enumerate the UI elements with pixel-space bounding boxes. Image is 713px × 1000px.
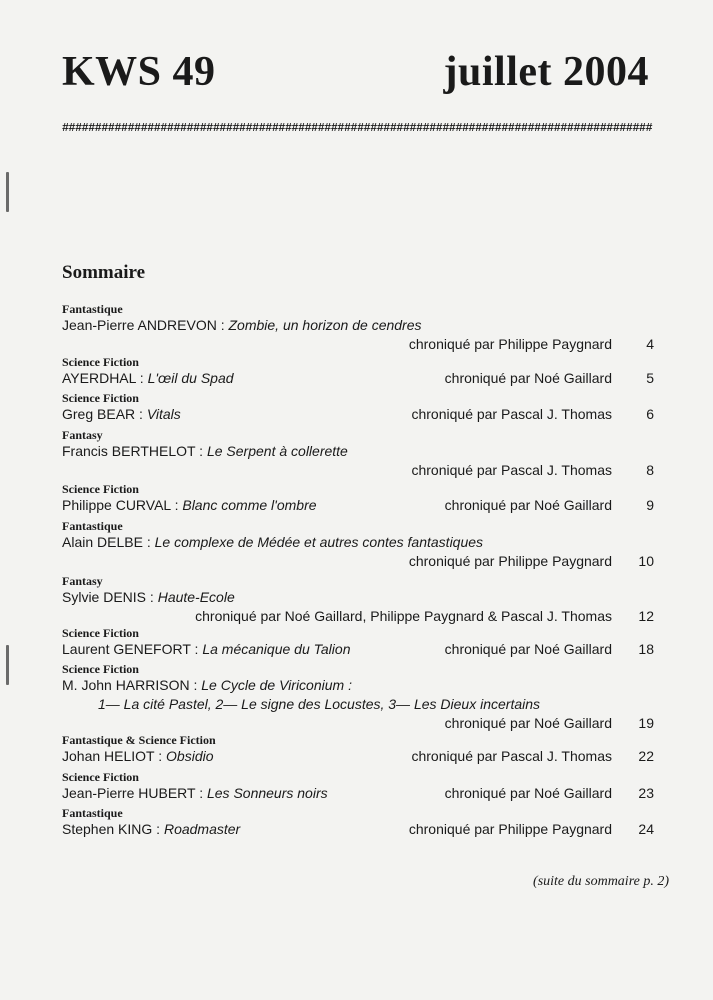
- author-name: M. John HARRISON :: [62, 677, 198, 693]
- book-title: Obsidio: [166, 748, 214, 764]
- continuation-note: (suite du sommaire p. 2): [533, 874, 669, 889]
- genre-label: Science Fiction: [62, 626, 139, 640]
- book-title: L'œil du Spad: [147, 370, 234, 386]
- genre-label: Fantasy: [62, 574, 103, 588]
- author-name: Jean-Pierre HUBERT :: [62, 785, 204, 801]
- page-number: 9: [646, 497, 654, 513]
- chronicler: chroniqué par Pascal J. Thomas: [411, 462, 612, 478]
- page-number: 8: [646, 462, 654, 478]
- toc-entry: [62, 574, 654, 626]
- toc-entry: [62, 662, 654, 733]
- chronicler: chroniqué par Noé Gaillard, Philippe Paygnard & Pascal J. Thomas: [195, 608, 612, 624]
- page-number: 22: [638, 748, 654, 764]
- hash-rule: ##########################################################################################: [62, 122, 653, 135]
- chronicler: chroniqué par Pascal J. Thomas: [411, 748, 612, 764]
- page-number: 4: [646, 336, 654, 352]
- book-title: Le complexe de Médée et autres contes fantastiques: [154, 534, 484, 550]
- chronicler: chroniqué par Noé Gaillard: [444, 785, 612, 801]
- page-number: 23: [638, 785, 654, 801]
- book-title: Zombie, un horizon de cendres: [228, 317, 422, 333]
- toc-entry: [62, 302, 654, 354]
- author-name: AYERDHAL :: [62, 370, 144, 386]
- page-number: 19: [638, 715, 654, 731]
- chronicler: chroniqué par Noé Gaillard: [444, 497, 612, 513]
- genre-label: Science Fiction: [62, 770, 139, 784]
- author-name: Sylvie DENIS :: [62, 589, 154, 605]
- chronicler: chroniqué par Noé Gaillard: [444, 370, 612, 386]
- page-edge-mark: [6, 645, 9, 685]
- page-number: 5: [646, 370, 654, 386]
- page-number: 18: [638, 641, 654, 657]
- toc-entry: [62, 626, 654, 659]
- author-name: Johan HELIOT :: [62, 748, 163, 764]
- genre-label: Science Fiction: [62, 355, 139, 369]
- book-title: Vitals: [146, 406, 181, 422]
- genre-label: Science Fiction: [62, 391, 139, 405]
- toc-entry: [62, 482, 654, 515]
- chronicler: chroniqué par Noé Gaillard: [444, 715, 612, 731]
- author-name: Jean-Pierre ANDREVON :: [62, 317, 225, 333]
- toc-heading: Sommaire: [62, 262, 146, 283]
- toc-entry: [62, 770, 654, 803]
- book-title: Le Cycle de Viriconium :: [201, 677, 352, 693]
- chronicler: chroniqué par Philippe Paygnard: [408, 553, 612, 569]
- genre-label: Fantastique: [62, 806, 123, 820]
- page-number: 10: [638, 553, 654, 569]
- author-name: Stephen KING :: [62, 821, 161, 837]
- genre-label: Fantastique & Science Fiction: [62, 733, 216, 747]
- author-name: Philippe CURVAL :: [62, 497, 179, 513]
- issue-date: juillet 2004: [443, 49, 649, 95]
- toc-entry: [62, 519, 654, 571]
- toc-entry: [62, 391, 654, 424]
- chronicler: chroniqué par Philippe Paygnard: [408, 821, 612, 837]
- toc-entry: [62, 733, 654, 766]
- page-number: 12: [638, 608, 654, 624]
- chronicler: chroniqué par Noé Gaillard: [444, 641, 612, 657]
- toc-entry: [62, 355, 654, 388]
- book-title: Blanc comme l'ombre: [182, 497, 317, 513]
- author-name: Greg BEAR :: [62, 406, 143, 422]
- genre-label: Fantasy: [62, 428, 103, 442]
- author-name: Laurent GENEFORT :: [62, 641, 199, 657]
- toc-entry: [62, 428, 654, 480]
- page-edge-mark: [6, 172, 9, 212]
- genre-label: Fantastique: [62, 519, 123, 533]
- genre-label: Fantastique: [62, 302, 123, 316]
- book-subtitle: 1— La cité Pastel, 2— Le signe des Locustes, 3— Les Dieux incertains: [98, 696, 541, 712]
- toc-entry: [62, 806, 654, 839]
- book-title: La mécanique du Talion: [202, 641, 351, 657]
- book-title: Roadmaster: [163, 821, 241, 837]
- genre-label: Science Fiction: [62, 662, 139, 676]
- book-title: Les Sonneurs noirs: [206, 785, 328, 801]
- author-name: Francis BERTHELOT :: [62, 443, 204, 459]
- author-name: Alain DELBE :: [62, 534, 151, 550]
- page-number: 6: [646, 406, 654, 422]
- chronicler: chroniqué par Philippe Paygnard: [408, 336, 612, 352]
- chronicler: chroniqué par Pascal J. Thomas: [411, 406, 612, 422]
- book-title: Le Serpent à collerette: [206, 443, 348, 459]
- issue-title: KWS 49: [62, 49, 216, 95]
- page-number: 24: [638, 821, 654, 837]
- book-title: Haute-Ecole: [157, 589, 235, 605]
- genre-label: Science Fiction: [62, 482, 139, 496]
